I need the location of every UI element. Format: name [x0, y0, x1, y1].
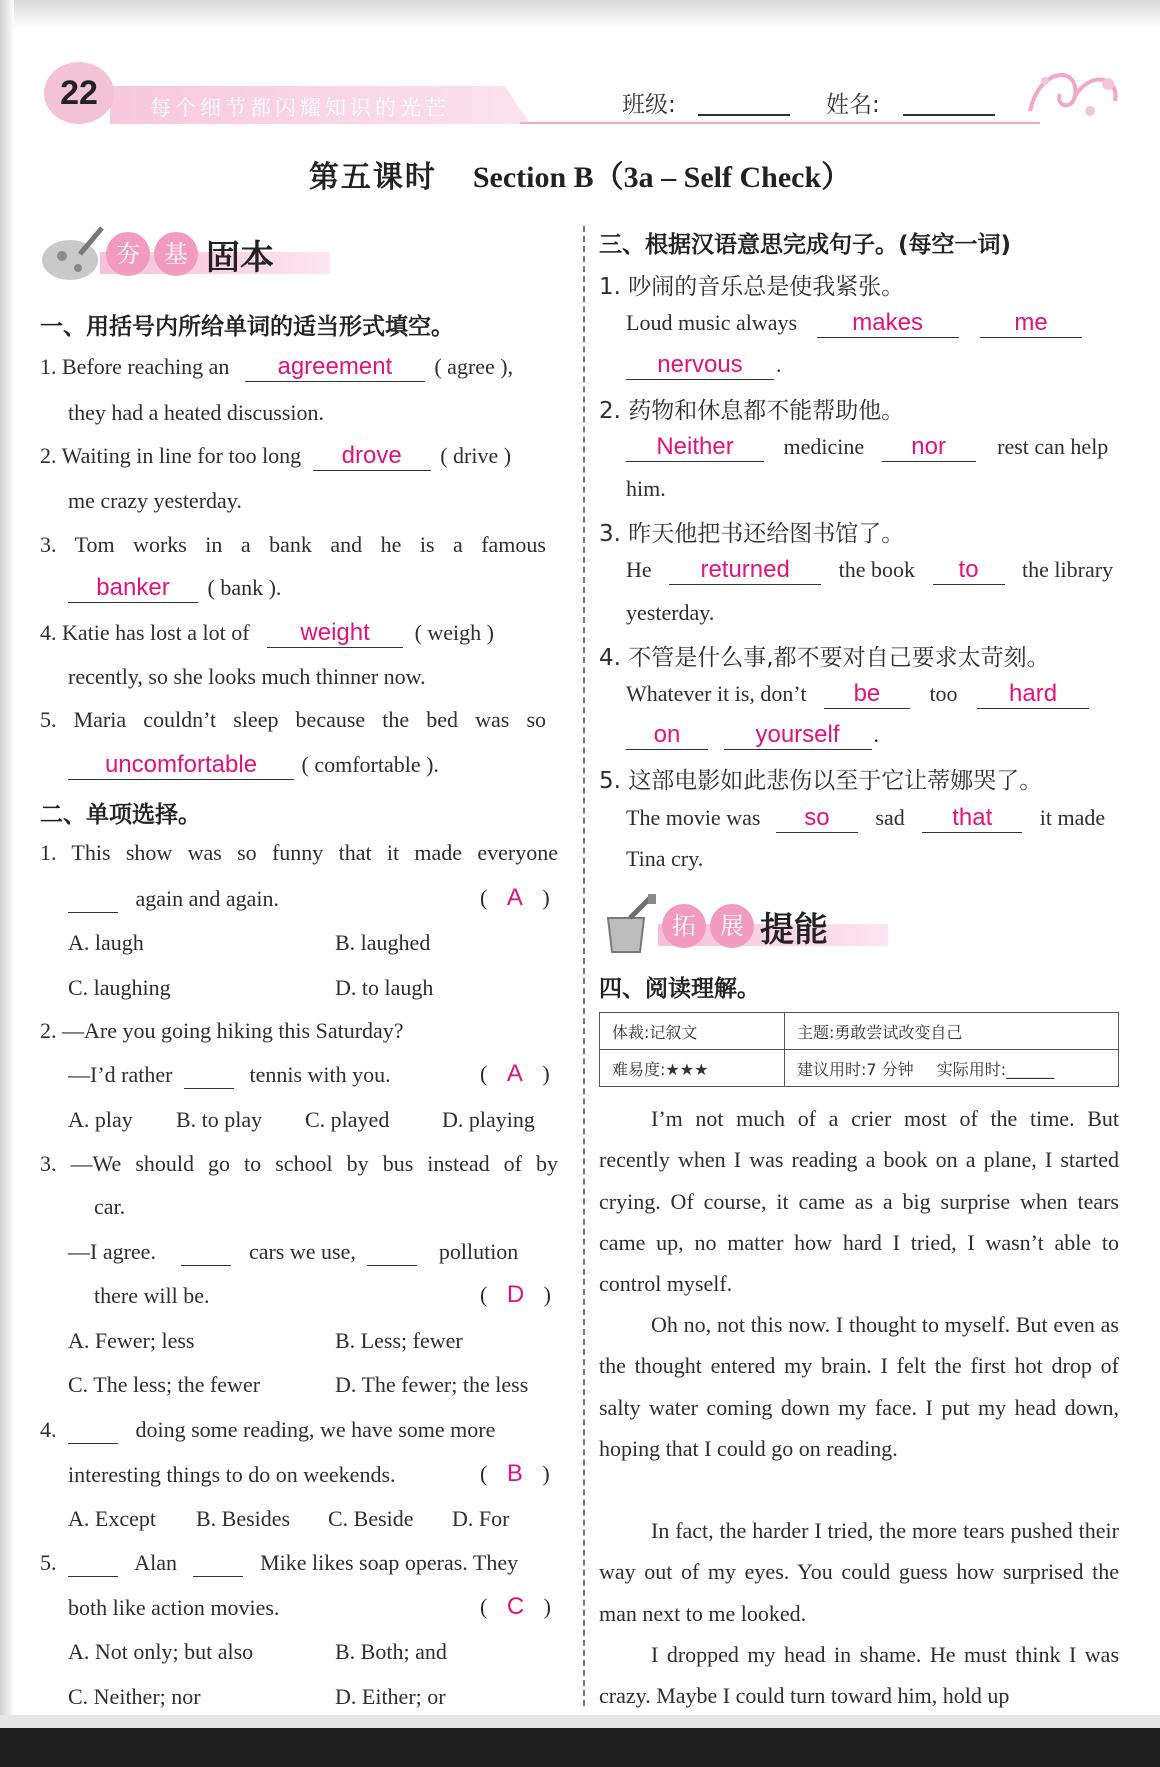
option-b[interactable]: B. Less; fewer	[335, 1328, 463, 1353]
part2-heading: 二、单项选择。	[40, 802, 201, 828]
part3-q5-cn: 5. 这部电影如此悲伤以至于它让蒂娜哭了。	[599, 768, 1043, 794]
mc-blank[interactable]	[68, 1552, 118, 1577]
time-cell: 建议用时:7 分钟 实际用时:______	[785, 1050, 1119, 1087]
badge-foundation	[40, 228, 300, 280]
badge-char-2: 基	[154, 232, 198, 276]
answer-blank[interactable]: agreement	[245, 355, 425, 382]
part1-q4-cont: recently, so she looks much thinner now.	[68, 664, 426, 689]
option-b[interactable]: B. Both; and	[335, 1639, 447, 1664]
page-title	[0, 152, 1160, 196]
part2-q5-stem: 5. Alan Mike likes soap operas. They	[40, 1550, 519, 1575]
screen-bottom-bar	[0, 1728, 1160, 1767]
mc-blank[interactable]	[68, 1419, 118, 1444]
mc-blank[interactable]	[367, 1241, 417, 1266]
part1-q2-cont: me crazy yesterday.	[68, 488, 242, 513]
page-bottom-edge	[0, 1715, 1160, 1728]
theme-cell: 主题:勇敢尝试改变自己	[785, 1013, 1119, 1050]
badge-word: 提能	[760, 910, 828, 950]
mc-blank[interactable]	[68, 888, 118, 913]
mc-blank[interactable]	[181, 1241, 231, 1266]
answer-blank[interactable]: yourself	[724, 723, 872, 750]
genre-cell: 体裁:记叙文	[600, 1013, 785, 1050]
answer-blank[interactable]: drove	[313, 444, 431, 471]
option-a[interactable]: A. play	[68, 1107, 133, 1132]
option-c[interactable]: C. played	[305, 1107, 390, 1132]
answer-paren[interactable]: ( A )	[480, 1060, 550, 1087]
part3-q1-cn: 1. 吵闹的音乐总是使我紧张。	[599, 274, 905, 300]
scan-shadow-left	[0, 0, 14, 1767]
part1-q2: 2. Waiting in line for too long drove ( drive )	[40, 442, 512, 469]
option-a[interactable]: A. laugh	[68, 930, 144, 955]
option-a[interactable]: A. Fewer; less	[68, 1328, 195, 1353]
class-field[interactable]	[698, 114, 790, 116]
part3-q2-cn: 2. 药物和休息都不能帮助他。	[599, 398, 905, 424]
header-motto: 每个细节都闪耀知识的光芒	[150, 96, 450, 120]
part2-q1-stem: 1. This show was so funny that it made everyone	[40, 840, 558, 865]
option-c[interactable]: C. Neither; nor	[68, 1684, 201, 1709]
column-divider	[583, 226, 585, 1706]
palette-icon	[40, 224, 106, 284]
mc-blank[interactable]	[184, 1064, 234, 1089]
part1-q1: 1. Before reaching an agreement ( agree ),	[40, 353, 514, 380]
name-field[interactable]	[903, 114, 995, 116]
part3-q1-en2: nervous .	[626, 352, 782, 380]
difficulty-cell: 难易度:★★★	[600, 1050, 785, 1087]
answer-paren[interactable]: ( A )	[480, 884, 550, 911]
lesson-label: 第五课时	[308, 160, 437, 195]
part3-q2-en: Neither medicine nor rest can help	[626, 434, 1116, 462]
answer-blank[interactable]: Neither	[626, 435, 764, 462]
answer-blank[interactable]: weight	[267, 621, 403, 648]
part3-q1-en: Loud music always makes me	[626, 310, 1116, 338]
paint-bucket-icon	[600, 894, 660, 956]
badge-char-2: 展	[710, 904, 754, 948]
option-b[interactable]: B. to play	[176, 1107, 263, 1132]
part2-q3-stem3: there will be.	[94, 1283, 210, 1308]
part2-q2-stem: 2. —Are you going hiking this Saturday?	[40, 1018, 404, 1043]
answer-blank[interactable]: me	[980, 311, 1082, 338]
reading-paragraph: Oh no, not this now. I thought to myself. But even as the thought entered my brain. I felt the first hot drop of salty water coming down my face. I put my head down, hoping that I could go on reading.	[599, 1312, 1119, 1461]
answer-paren[interactable]: ( D )	[480, 1281, 551, 1308]
reading-info-table	[599, 1012, 1119, 1087]
part2-q2-stem2: —I’d rather tennis with you.	[68, 1062, 391, 1087]
part3-q4-en: Whatever it is, don’t be too hard	[626, 681, 1116, 709]
badge-extension	[600, 900, 860, 952]
part2-q3-stem2: —I agree. cars we use, pollution	[68, 1239, 519, 1264]
floral-swirl-icon	[1020, 56, 1130, 126]
mc-blank[interactable]	[193, 1552, 243, 1577]
answer-blank[interactable]: uncomfortable	[68, 753, 294, 780]
part3-q3-en: He returned the book to the library	[626, 556, 1114, 583]
answer-blank[interactable]: banker	[68, 576, 198, 603]
part1-heading: 一、用括号内所给单词的适当形式填空。	[40, 314, 454, 340]
option-d[interactable]: D. Either; or	[335, 1684, 446, 1709]
reading-paragraph: I dropped my head in shame. He must think I was crazy. Maybe I could turn toward him, hold up	[599, 1642, 1119, 1709]
option-a[interactable]: A. Except	[68, 1506, 156, 1531]
part3-q5-en: The movie was so sad that it made	[626, 804, 1106, 831]
answer-blank[interactable]: so	[776, 806, 858, 833]
badge-word: 固本	[206, 238, 274, 278]
option-d[interactable]: D. playing	[442, 1107, 535, 1132]
answer-paren[interactable]: ( B )	[480, 1460, 550, 1487]
header-rule	[520, 122, 1040, 124]
answer-blank[interactable]: returned	[669, 558, 821, 585]
part1-q3: 3. Tom works in a bank and he is a famous	[40, 532, 546, 557]
reading-paragraph: In fact, the harder I tried, the more tears pushed their way out of my eyes. You could guess how surprised the man next to me looked.	[599, 1518, 1119, 1626]
answer-blank[interactable]: nervous	[626, 353, 774, 380]
actual-time-field[interactable]: 实际用时:______	[936, 1059, 1055, 1079]
part3-q3-en2: yesterday.	[626, 600, 715, 625]
badge-char-1: 夯	[106, 232, 150, 276]
option-d[interactable]: D. The fewer; the less	[335, 1372, 529, 1397]
part1-q4: 4. Katie has lost a lot of weight ( weigh )	[40, 619, 494, 646]
part4-heading: 四、阅读理解。	[599, 976, 760, 1002]
answer-paren[interactable]: ( C )	[480, 1593, 551, 1620]
answer-blank[interactable]: to	[933, 558, 1005, 585]
option-b[interactable]: B. Besides	[196, 1506, 291, 1531]
part3-q2-en2: him.	[626, 476, 666, 501]
answer-blank[interactable]: be	[824, 682, 910, 709]
option-c[interactable]: C. The less; the fewer	[68, 1372, 261, 1397]
page-number: 22	[44, 62, 114, 124]
part1-q3-cont: banker ( bank ).	[68, 575, 281, 603]
part2-q1-stem2: again and again.	[68, 886, 279, 913]
name-label: 姓名:	[826, 92, 880, 118]
class-label: 班级:	[622, 92, 676, 118]
part3-q4-en2: on yourself .	[626, 722, 879, 750]
part2-q4-stem2: interesting things to do on weekends.	[68, 1462, 396, 1487]
answer-blank[interactable]: nor	[882, 435, 976, 462]
option-c[interactable]: C. Beside	[328, 1506, 414, 1531]
option-b[interactable]: B. laughed	[335, 930, 431, 955]
option-d[interactable]: D. to laugh	[335, 975, 434, 1000]
answer-blank[interactable]: that	[922, 806, 1022, 833]
part3-q3-cn: 3. 昨天他把书还给图书馆了。	[599, 521, 905, 547]
badge-char-1: 拓	[662, 904, 706, 948]
part3-q4-cn: 4. 不管是什么事,都不要对自己要求太苛刻。	[599, 645, 1050, 671]
section-label: Section B（3a – Self Check）	[472, 161, 852, 194]
part2-q3-stem: 3. —We should go to school by bus instead of by	[40, 1151, 558, 1176]
answer-blank[interactable]: makes	[817, 311, 959, 338]
answer-blank[interactable]: on	[626, 723, 708, 750]
answer-blank[interactable]: hard	[977, 682, 1089, 709]
part3-q5-en2: Tina cry.	[626, 846, 704, 871]
part2-q3-stem-cont: car.	[94, 1194, 126, 1219]
part1-q5: 5. Maria couldn’t sleep because the bed was so	[40, 707, 546, 732]
option-c[interactable]: C. laughing	[68, 975, 171, 1000]
scan-shadow-top	[0, 0, 1160, 28]
option-a[interactable]: A. Not only; but also	[68, 1639, 254, 1664]
reading-paragraph: I’m not much of a crier most of the time. But recently when I was reading a book on a plane, I started crying. Of course, it came as a big surprise when tears came up, no matter how hard I tried, I wasn’t able to control myself.	[599, 1106, 1119, 1297]
part1-q1-cont: they had a heated discussion.	[68, 400, 324, 425]
part1-q5-cont: uncomfortable ( comfortable ).	[68, 752, 439, 780]
part2-q4-stem: 4. doing some reading, we have some more	[40, 1417, 496, 1442]
part3-heading: 三、根据汉语意思完成句子。(每空一词)	[599, 232, 1012, 258]
option-d[interactable]: D. For	[452, 1506, 510, 1531]
part2-q5-stem2: both like action movies.	[68, 1595, 280, 1620]
